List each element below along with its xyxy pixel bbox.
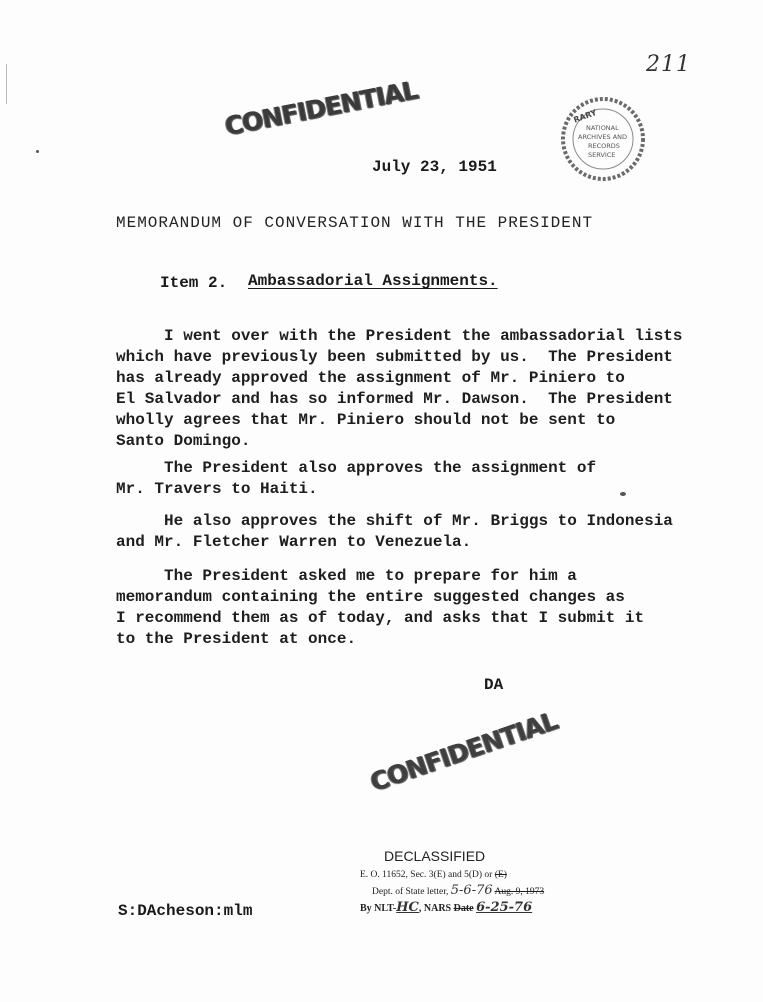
item-label: Item 2. [160,274,228,292]
signature-initials: DA [484,676,504,694]
seal-line-5: SERVICE [588,151,616,159]
memo-date: July 23, 1951 [372,158,497,176]
confidential-stamp-bottom: CONFIDENTIAL [366,705,561,797]
declass-letter-text: Dept. of State letter, [372,887,449,897]
declass-by-text: By NLT- [360,903,397,914]
ink-speck [620,492,626,496]
declass-initials-handwritten: HC [396,900,419,915]
paragraph-3: He also approves the shift of Mr. Briggs to Indonesia and Mr. Fletcher Warren to Venezuela. [116,512,673,551]
seal-line-1: RARY [572,107,598,125]
paragraph-2: The President also approves the assignment of Mr. Travers to Haiti. [116,459,597,498]
seal-line-3: ARCHIVES AND [578,133,628,141]
declass-nars-text: , NARS [418,903,452,914]
paragraph-4: The President asked me to prepare for him a memorandum containing the entire suggested changes as I recommend them as of today, and asks that I submit it to the President at once. [116,567,645,648]
declass-letter-handwritten-date: 5-6-76 [450,883,493,898]
declassified-title: DECLASSIFIED [384,848,486,864]
declass-date-struck: Date [453,903,474,914]
seal-line-4: RECORDS [588,142,620,150]
reference-initials: S:DAcheson:mlm [118,902,253,920]
margin-mark [6,64,7,104]
ink-speck [36,150,39,153]
declass-authority-struck: (E) [494,870,507,880]
memo-heading: MEMORANDUM OF CONVERSATION WITH THE PRESIDENT [116,214,594,232]
declass-signoff-line [360,900,560,916]
paragraph-1: I went over with the President the ambassadorial lists which have previously been submitted by us. The President has already approved the assignment of Mr. Piniero to El Salvador and has so informed Mr. Dawson. The President wholly agrees that Mr. Piniero should not be sent to Santo Domingo. [116,327,683,450]
archives-seal [560,96,646,182]
confidential-stamp-top: CONFIDENTIAL [222,75,420,141]
declass-authority-line [360,868,560,883]
declassification-stamp [360,848,560,916]
seal-line-2: NATIONAL [586,124,619,132]
declass-date-handwritten: 6-25-76 [476,900,533,915]
page-number: 211 [646,52,691,77]
declass-authority-text: E. O. 11652, Sec. 3(E) and 5(D) or [360,870,493,880]
item-title: Ambassadorial Assignments. [248,272,498,290]
declass-letter-struck: Aug. 9, 1973 [494,887,545,897]
declass-letter-line [372,883,560,900]
